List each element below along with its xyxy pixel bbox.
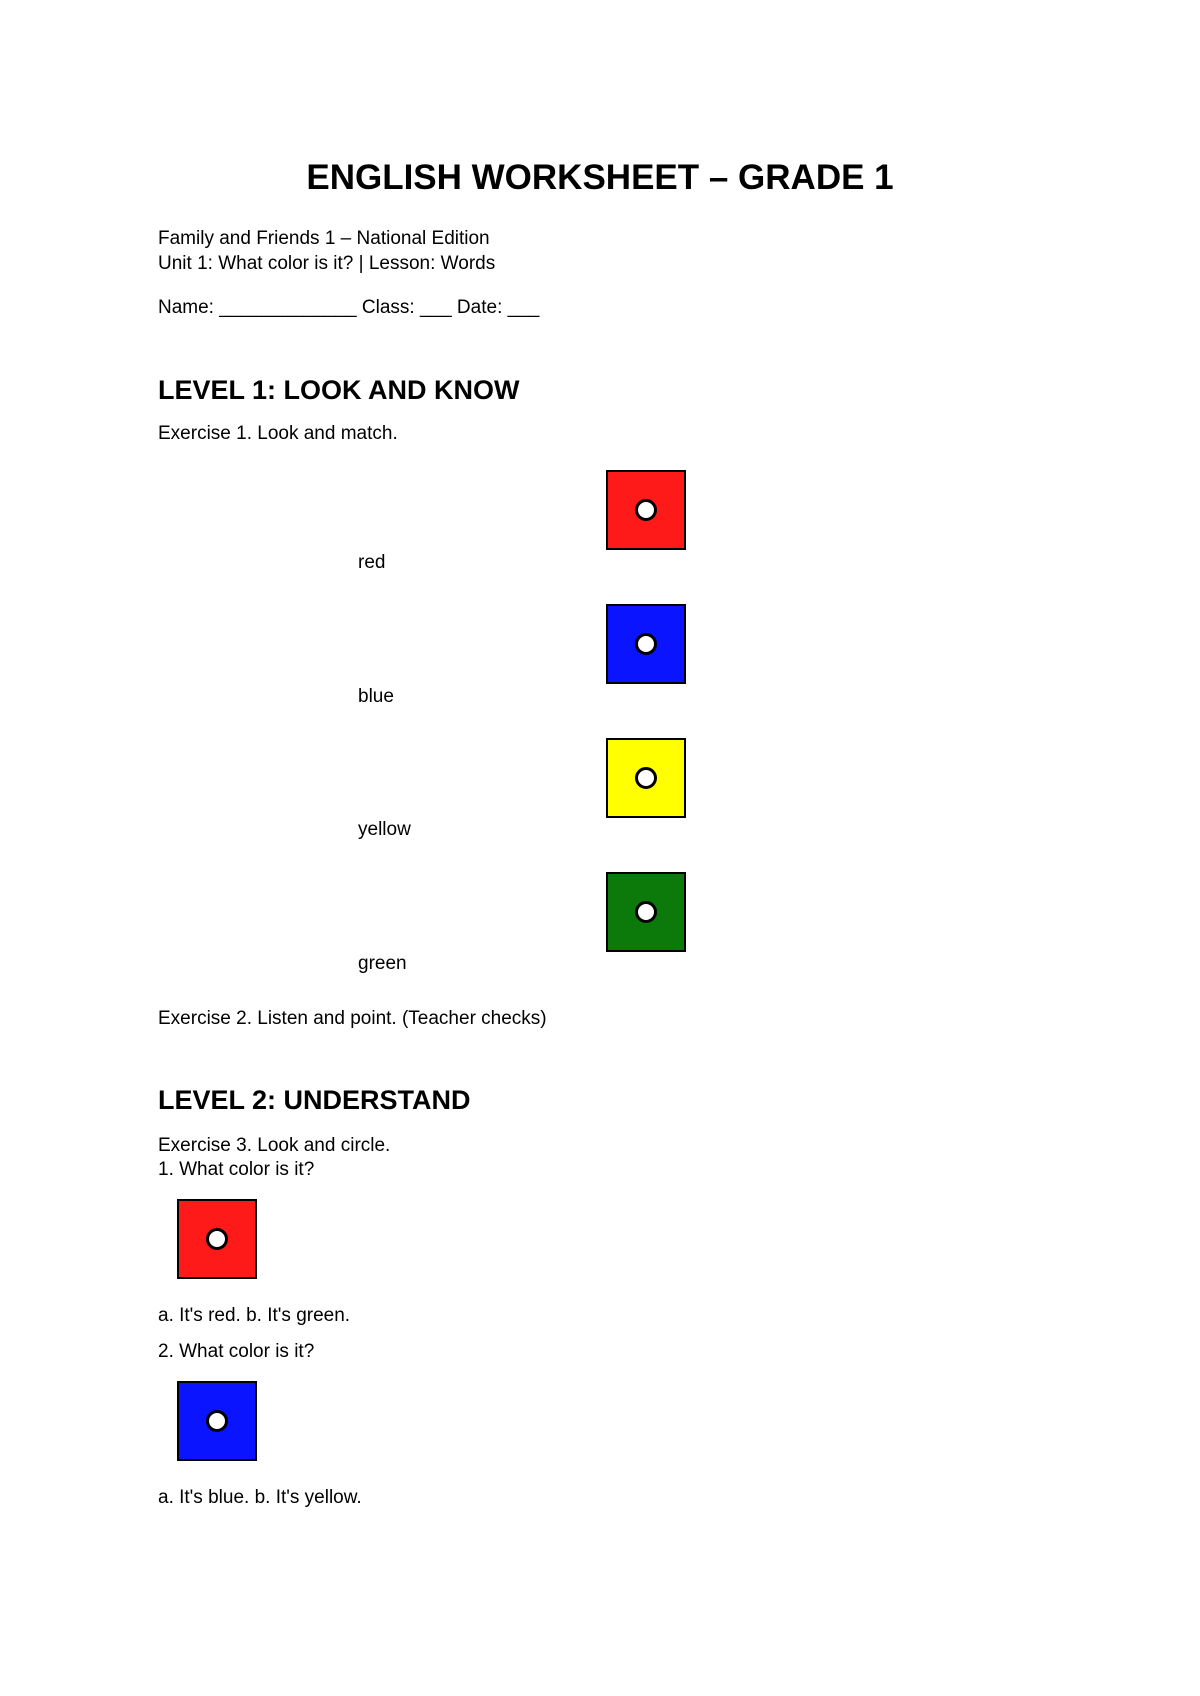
- question2-options[interactable]: a. It's blue. b. It's yellow.: [158, 1487, 362, 1508]
- swatch-dot: [206, 1410, 228, 1432]
- page-title: ENGLISH WORKSHEET – GRADE 1: [306, 158, 894, 197]
- unit-lesson: Unit 1: What color is it? | Lesson: Words: [158, 253, 496, 274]
- question1-color-swatch: [177, 1199, 257, 1279]
- question1-options[interactable]: a. It's red. b. It's green.: [158, 1305, 351, 1326]
- question2-color-swatch: [177, 1381, 257, 1461]
- book-edition: Family and Friends 1 – National Edition: [158, 228, 490, 249]
- red-color-swatch: [606, 470, 686, 550]
- level2-heading: LEVEL 2: UNDERSTAND: [158, 1085, 471, 1115]
- question-1: 1. What color is it?: [158, 1159, 315, 1180]
- exercise1-instruction: Exercise 1. Look and match.: [158, 423, 398, 444]
- green-color-swatch: [606, 872, 686, 952]
- match-dot[interactable]: [635, 499, 657, 521]
- blue-color-swatch: [606, 604, 686, 684]
- swatch-dot: [206, 1228, 228, 1250]
- match-dot[interactable]: [635, 901, 657, 923]
- exercise3-instruction: Exercise 3. Look and circle.: [158, 1135, 391, 1156]
- question-2: 2. What color is it?: [158, 1341, 315, 1362]
- match-word-green: green: [358, 953, 407, 974]
- exercise2-instruction: Exercise 2. Listen and point. (Teacher checks): [158, 1008, 547, 1029]
- match-dot[interactable]: [635, 633, 657, 655]
- yellow-color-swatch: [606, 738, 686, 818]
- name-class-date-line: Name: _____________ Class: ___ Date: ___: [158, 297, 540, 318]
- level1-heading: LEVEL 1: LOOK AND KNOW: [158, 375, 520, 405]
- match-word-blue: blue: [358, 686, 394, 707]
- match-word-red: red: [358, 552, 386, 573]
- match-word-yellow: yellow: [358, 819, 411, 840]
- match-dot[interactable]: [635, 767, 657, 789]
